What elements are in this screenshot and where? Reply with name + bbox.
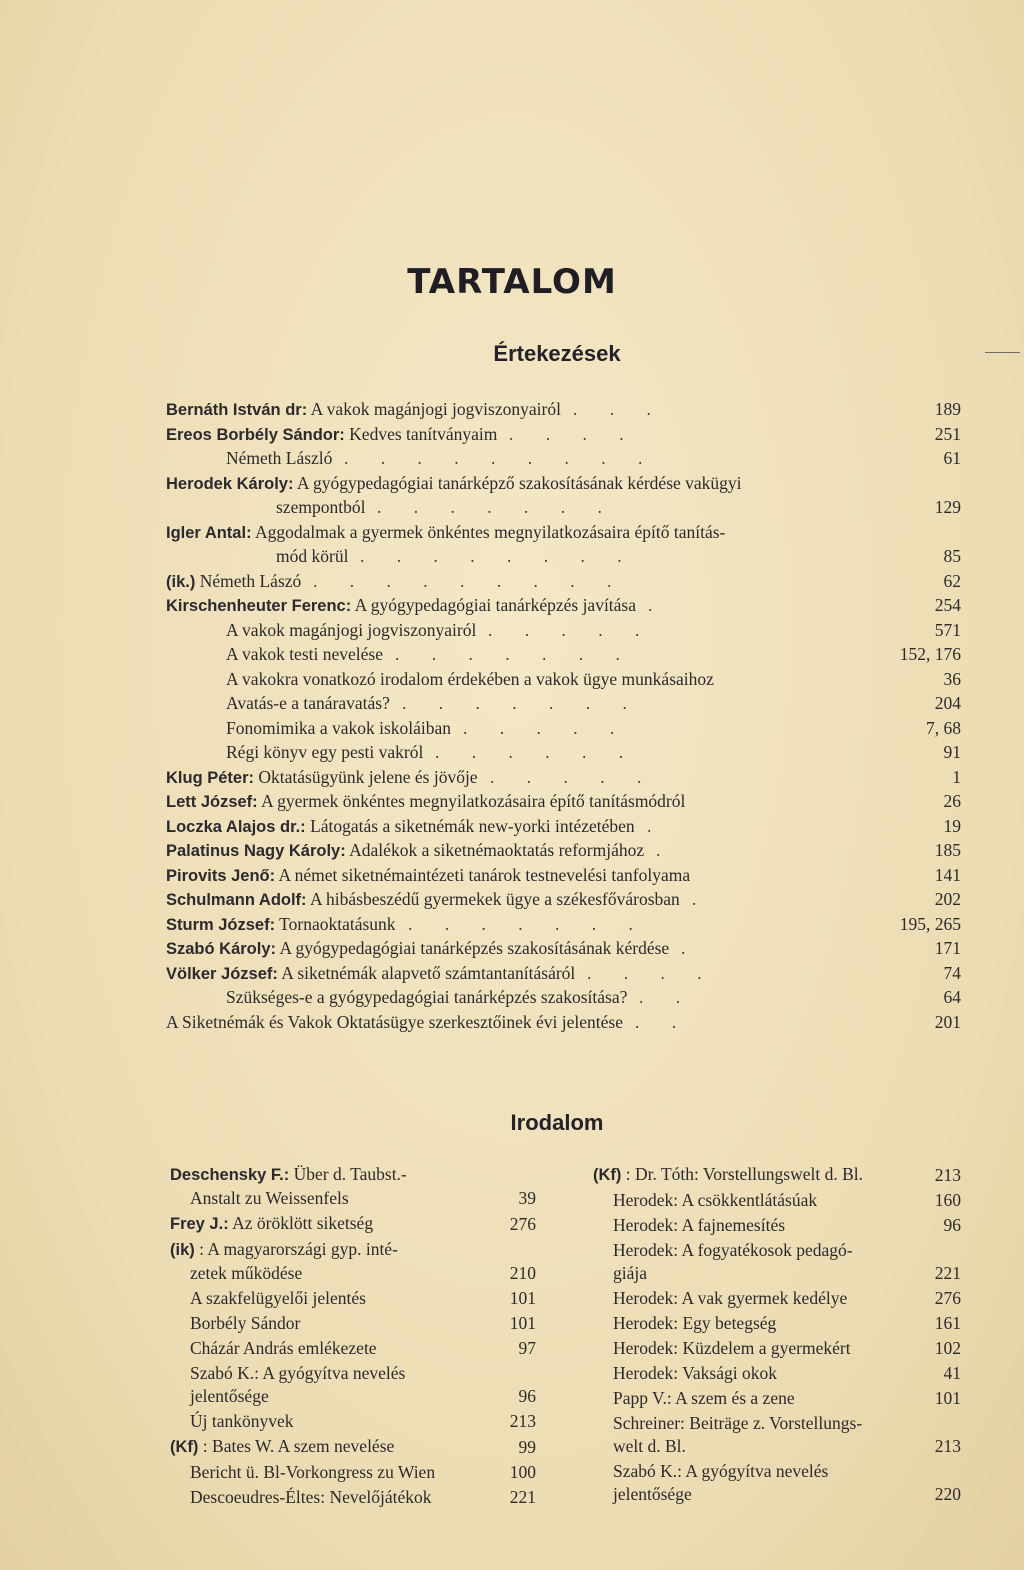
toc-leader-dots: . . . . . . . — [395, 644, 634, 664]
literature-text: jelentősége — [190, 1386, 269, 1406]
toc-leader-dots: . — [648, 595, 667, 615]
literature-entry — [593, 1460, 961, 1506]
literature-text: Herodek: Egy betegség — [613, 1313, 777, 1333]
toc-page-number: 85 — [943, 546, 961, 566]
toc-leader-dots: . . . . . . . . . — [313, 570, 626, 591]
literature-entry — [593, 1412, 961, 1458]
toc-title: mód körül — [276, 546, 349, 566]
literature-line — [593, 1483, 961, 1506]
toc-page-number: 189 — [934, 399, 961, 419]
toc-page-number: 91 — [943, 742, 961, 762]
toc-entry — [166, 863, 961, 888]
toc-entry — [166, 520, 961, 545]
literature-text: Herodek: Vaksági okok — [613, 1363, 777, 1383]
toc-title: szempontból — [276, 497, 366, 517]
literature-line — [593, 1387, 961, 1410]
literature-entry — [593, 1362, 961, 1385]
literature-author: (Kf) — [170, 1438, 199, 1456]
toc-page-number: 254 — [934, 595, 961, 615]
literature-page-number: 100 — [509, 1462, 536, 1482]
literature-entry — [170, 1212, 536, 1236]
toc-page-number: 62 — [943, 570, 961, 591]
toc-page-number: 202 — [934, 889, 961, 909]
toc-title: A hibásbeszédű gyermekek ügye a székesfővárosban — [309, 889, 680, 909]
literature-page-number: 220 — [934, 1484, 961, 1504]
literature-text: giája — [613, 1263, 648, 1283]
literature-line — [170, 1163, 536, 1187]
toc-page-number: 129 — [934, 497, 961, 517]
toc-page-number: 201 — [934, 1011, 961, 1032]
literature-entry — [170, 1435, 536, 1459]
literature-page-number: 210 — [509, 1263, 536, 1283]
literature-text: Borbély Sándor — [190, 1313, 301, 1333]
literature-page-number: 221 — [509, 1487, 536, 1507]
toc-entry — [166, 740, 961, 765]
toc-author: Szabó Károly: — [166, 940, 277, 958]
literature-page-number: 213 — [934, 1436, 961, 1456]
literature-text: Schreiner: Beiträge z. Vorstellungs- — [613, 1413, 863, 1433]
toc-leader-dots: . . . . . . . — [402, 693, 641, 713]
toc-entry — [166, 716, 961, 741]
toc-entry — [166, 446, 961, 471]
toc-title: Kedves tanítványaim — [349, 423, 498, 444]
literature-line — [170, 1362, 536, 1385]
literature-text: jelentősége — [613, 1484, 692, 1504]
literature-page-number: 161 — [934, 1313, 961, 1333]
toc-page-number: 152, 176 — [899, 644, 961, 664]
literature-author: (Kf) — [593, 1166, 622, 1184]
toc-entry — [166, 765, 961, 790]
toc-title: Adalékok a siketnémaoktatás reformjához — [349, 840, 645, 860]
toc-author: Palatinus Nagy Károly: — [166, 842, 346, 860]
literature-entry — [170, 1410, 536, 1433]
literature-entry — [170, 1163, 536, 1210]
toc-entry — [166, 544, 961, 569]
literature-line — [593, 1435, 961, 1458]
literature-page-number: 276 — [934, 1288, 961, 1308]
literature-line — [170, 1410, 536, 1433]
literature-text: Papp V.: A szem és a zene — [613, 1388, 795, 1408]
toc-author: Igler Antal: — [166, 523, 252, 542]
toc-title: Régi könyv egy pesti vakról — [226, 742, 424, 762]
literature-line — [170, 1337, 536, 1360]
literature-line — [593, 1239, 961, 1262]
literature-entry — [170, 1461, 536, 1484]
literature-text: Descoeudres-Éltes: Nevelőjátékok — [190, 1487, 432, 1507]
toc-entry — [166, 593, 961, 618]
toc-entry — [166, 912, 961, 937]
literature-line — [170, 1287, 536, 1310]
toc-author: Kirschenheuter Ferenc: — [166, 597, 352, 615]
toc-leader-dots: . . . — [573, 399, 665, 419]
literature-line — [593, 1287, 961, 1310]
literature-page-number: 41 — [943, 1363, 961, 1383]
literature-entry — [170, 1287, 536, 1310]
literature-line — [170, 1435, 536, 1459]
toc-entry — [166, 569, 961, 594]
literature-entry — [593, 1163, 961, 1187]
literature-line — [593, 1362, 961, 1385]
toc-title: A gyógypedagógiai tanárképző szakosításának kérdése vakügyi — [296, 472, 742, 493]
toc-leader-dots: . — [656, 840, 675, 860]
toc-title: Aggodalmak a gyermek önkéntes megnyilatkozásaira építő tanítás- — [254, 521, 726, 542]
toc-leader-dots: . . . . . — [488, 619, 654, 640]
toc-title: A gyógypedagógiai tanárképzés javítása — [354, 595, 637, 615]
literature-entry — [593, 1337, 961, 1360]
literature-line — [593, 1214, 961, 1237]
section-heading-irodalom: Irodalom — [510, 1110, 604, 1135]
literature-text: Az öröklött siketség — [232, 1213, 374, 1233]
toc-page-number: 61 — [943, 448, 961, 468]
literature-text: Szabó K.: A gyógyítva nevelés — [190, 1363, 406, 1383]
toc-page-number: 195, 265 — [899, 913, 961, 934]
toc-entry — [166, 642, 961, 667]
toc-title: A gyermek önkéntes megnyilatkozásaira építő tanításmódról — [261, 791, 686, 811]
literature-text: : A magyarországi gyp. inté- — [199, 1239, 398, 1259]
toc-leader-dots: . . . . . . . . . — [344, 448, 657, 468]
toc-leader-dots: . . . . . — [463, 717, 629, 738]
literature-page-number: 160 — [934, 1190, 961, 1210]
toc-title: Látogatás a siketnémák new-yorki intézetében — [310, 815, 635, 836]
toc-title: A vakok magánjogi jogviszonyairól — [226, 619, 477, 640]
literature-column-right — [593, 1163, 961, 1508]
toc-page-number: 64 — [943, 987, 961, 1007]
literature-text: Szabó K.: A gyógyítva nevelés — [613, 1461, 829, 1481]
toc-page-number: 171 — [934, 938, 961, 958]
toc-title: A gyógypedagógiai tanárképzés szakosításának kérdése — [279, 938, 670, 958]
toc-entry — [166, 495, 961, 520]
toc-leader-dots: . . . . . — [490, 766, 656, 787]
toc-entry — [166, 838, 961, 863]
toc-leader-dots: . . . . . . . . — [360, 546, 636, 566]
literature-page-number: 213 — [509, 1411, 536, 1431]
literature-line — [593, 1460, 961, 1483]
toc-author: Bernáth István dr: — [166, 401, 308, 419]
toc-entry-text — [166, 520, 725, 546]
toc-leader-dots: . — [681, 938, 700, 958]
literature-line — [170, 1262, 536, 1285]
literature-entry — [170, 1312, 536, 1335]
toc-page-number: 1 — [952, 766, 961, 787]
toc-author: Klug Péter: — [166, 768, 255, 787]
literature-entry — [593, 1287, 961, 1310]
toc-title: Fonomimika a vakok iskoláiban — [226, 717, 452, 738]
toc-title: Németh László — [226, 448, 333, 468]
literature-page-number: 39 — [518, 1188, 536, 1208]
toc-entry — [166, 814, 961, 839]
toc-entry — [166, 1010, 961, 1035]
literature-text: Bericht ü. Bl-Vorkongress zu Wien — [190, 1462, 436, 1482]
literature-line — [593, 1412, 961, 1435]
toc-title: Tornaoktatásunk — [279, 913, 396, 934]
literature-page-number: 96 — [943, 1215, 961, 1235]
toc-entry — [166, 618, 961, 643]
toc-page-number: 19 — [943, 815, 961, 836]
literature-text: zetek működése — [190, 1263, 303, 1283]
literature-line — [170, 1312, 536, 1335]
literature-line — [593, 1189, 961, 1212]
literature-text: : Dr. Tóth: Vorstellungswelt d. Bl. — [625, 1164, 864, 1184]
toc-leader-dots: . . . . — [587, 962, 716, 983]
literature-line — [593, 1163, 961, 1187]
toc-page-number: 141 — [934, 864, 961, 885]
literature-page-number: 97 — [518, 1338, 536, 1358]
literature-text: Über d. Taubst.- — [293, 1164, 407, 1184]
toc-title: A vakokra vonatkozó irodalom érdekében a vakok ügye munkásaihoz — [226, 668, 714, 689]
literature-entry — [593, 1214, 961, 1237]
literature-entry — [593, 1239, 961, 1285]
toc-leader-dots: . . . . — [509, 423, 638, 444]
toc-title: A Siketnémák és Vakok Oktatásügye szerkesztőinek évi jelentése — [166, 1011, 623, 1032]
toc-author: Sturm József: — [166, 915, 276, 934]
literature-text: Herodek: A vak gyermek kedélye — [613, 1288, 848, 1308]
literature-entry — [593, 1387, 961, 1410]
literature-text: welt d. Bl. — [613, 1436, 686, 1456]
toc-author: Pirovits Jenő: — [166, 866, 276, 885]
literature-line — [170, 1486, 536, 1509]
literature-column-left — [170, 1163, 536, 1511]
literature-line — [170, 1212, 536, 1236]
literature-line — [593, 1337, 961, 1360]
literature-text: Anstalt zu Weissenfels — [190, 1188, 349, 1208]
literature-entry — [170, 1486, 536, 1509]
toc-page-number: 36 — [943, 668, 961, 689]
literature-page-number: 99 — [518, 1437, 536, 1457]
literature-text: Cházár András emlékezete — [190, 1338, 377, 1358]
toc-entry — [166, 691, 961, 716]
toc-page-number: 7, 68 — [926, 717, 961, 738]
literature-text: A szakfelügyelői jelentés — [190, 1288, 366, 1308]
toc-title: Avatás-e a tanáravatás? — [226, 693, 390, 713]
toc-title: A siketnémák alapvető számtantanításáról — [281, 962, 576, 983]
toc-author: Ereos Borbély Sándor: — [166, 425, 345, 444]
literature-author: Frey J.: — [170, 1215, 229, 1233]
literature-page-number: 221 — [934, 1263, 961, 1283]
toc-leader-dots: . . . . . . . — [377, 497, 616, 517]
toc-leader-dots: . . — [639, 987, 695, 1007]
toc-page-number: 204 — [934, 693, 961, 713]
literature-text: Herodek: A csökkentlátásúak — [613, 1190, 818, 1210]
toc-entry — [166, 887, 961, 912]
literature-page-number: 101 — [509, 1288, 536, 1308]
toc-entry — [166, 422, 961, 447]
literature-text: : Bates W. A szem nevelése — [202, 1436, 395, 1456]
toc-author: Herodek Károly: — [166, 474, 294, 493]
toc-entry — [166, 667, 961, 692]
toc-entry — [166, 789, 961, 814]
literature-line — [170, 1385, 536, 1408]
toc-title: A vakok testi nevelése — [226, 644, 383, 664]
toc-title: A német siketnémaintézeti tanárok testnevelési tanfolyama — [278, 864, 691, 885]
literature-entry — [170, 1238, 536, 1285]
literature-author: (ik) — [170, 1241, 195, 1259]
literature-text: Herodek: A fajnemesítés — [613, 1215, 786, 1235]
toc-entry — [166, 471, 961, 496]
toc-title: A vakok magánjogi jogviszonyairól — [310, 399, 561, 419]
literature-page-number: 101 — [509, 1313, 536, 1333]
toc-page-number: 571 — [934, 619, 961, 640]
toc-author: Loczka Alajos dr.: — [166, 817, 306, 836]
literature-author: Deschensky F.: — [170, 1166, 290, 1184]
page-title: TARTALOM — [407, 262, 617, 302]
toc-entry — [166, 936, 961, 961]
toc-page-number: 74 — [943, 962, 961, 983]
toc-page-number: 26 — [943, 791, 961, 811]
toc-page-number: 185 — [934, 840, 961, 860]
toc-entry-text — [166, 471, 742, 497]
toc-author: Schulmann Adolf: — [166, 891, 307, 909]
literature-page-number: 96 — [518, 1386, 536, 1406]
literature-line — [593, 1312, 961, 1335]
literature-page-number: 213 — [934, 1165, 961, 1185]
literature-page-number: 101 — [934, 1388, 961, 1408]
literature-line — [170, 1461, 536, 1484]
toc-author: Lett József: — [166, 793, 258, 811]
literature-line — [170, 1187, 536, 1210]
toc-title: Oktatásügyünk jelene és jövője — [258, 766, 478, 787]
toc-entry — [166, 397, 961, 422]
toc-list — [166, 397, 961, 1034]
literature-text: Új tankönyvek — [190, 1411, 294, 1431]
toc-leader-dots: . . — [635, 1011, 691, 1032]
literature-entry — [170, 1362, 536, 1408]
toc-page-number: 251 — [934, 423, 961, 444]
literature-entry — [170, 1337, 536, 1360]
toc-leader-dots: . — [647, 815, 666, 836]
literature-page-number: 276 — [509, 1214, 536, 1234]
toc-leader-dots: . . . . . . — [435, 742, 638, 762]
toc-entry — [166, 985, 961, 1010]
toc-author: (ik.) — [166, 572, 196, 591]
literature-text: Herodek: Küzdelem a gyermekért — [613, 1338, 851, 1358]
literature-line — [170, 1238, 536, 1262]
toc-leader-dots: . . . . . . . — [408, 913, 647, 934]
section-heading-ertekezesek: Értekezések — [493, 341, 621, 366]
literature-line — [593, 1262, 961, 1285]
toc-title: Szükséges-e a gyógypedagógiai tanárképzés szakosítása? — [226, 987, 628, 1007]
literature-entry — [593, 1312, 961, 1335]
toc-title: Németh Lászó — [199, 570, 302, 591]
literature-page-number: 102 — [934, 1338, 961, 1358]
toc-author: Völker József: — [166, 964, 278, 983]
literature-entry — [593, 1189, 961, 1212]
literature-text: Herodek: A fogyatékosok pedagó- — [613, 1240, 853, 1260]
toc-entry — [166, 961, 961, 986]
toc-leader-dots: . — [692, 889, 711, 909]
